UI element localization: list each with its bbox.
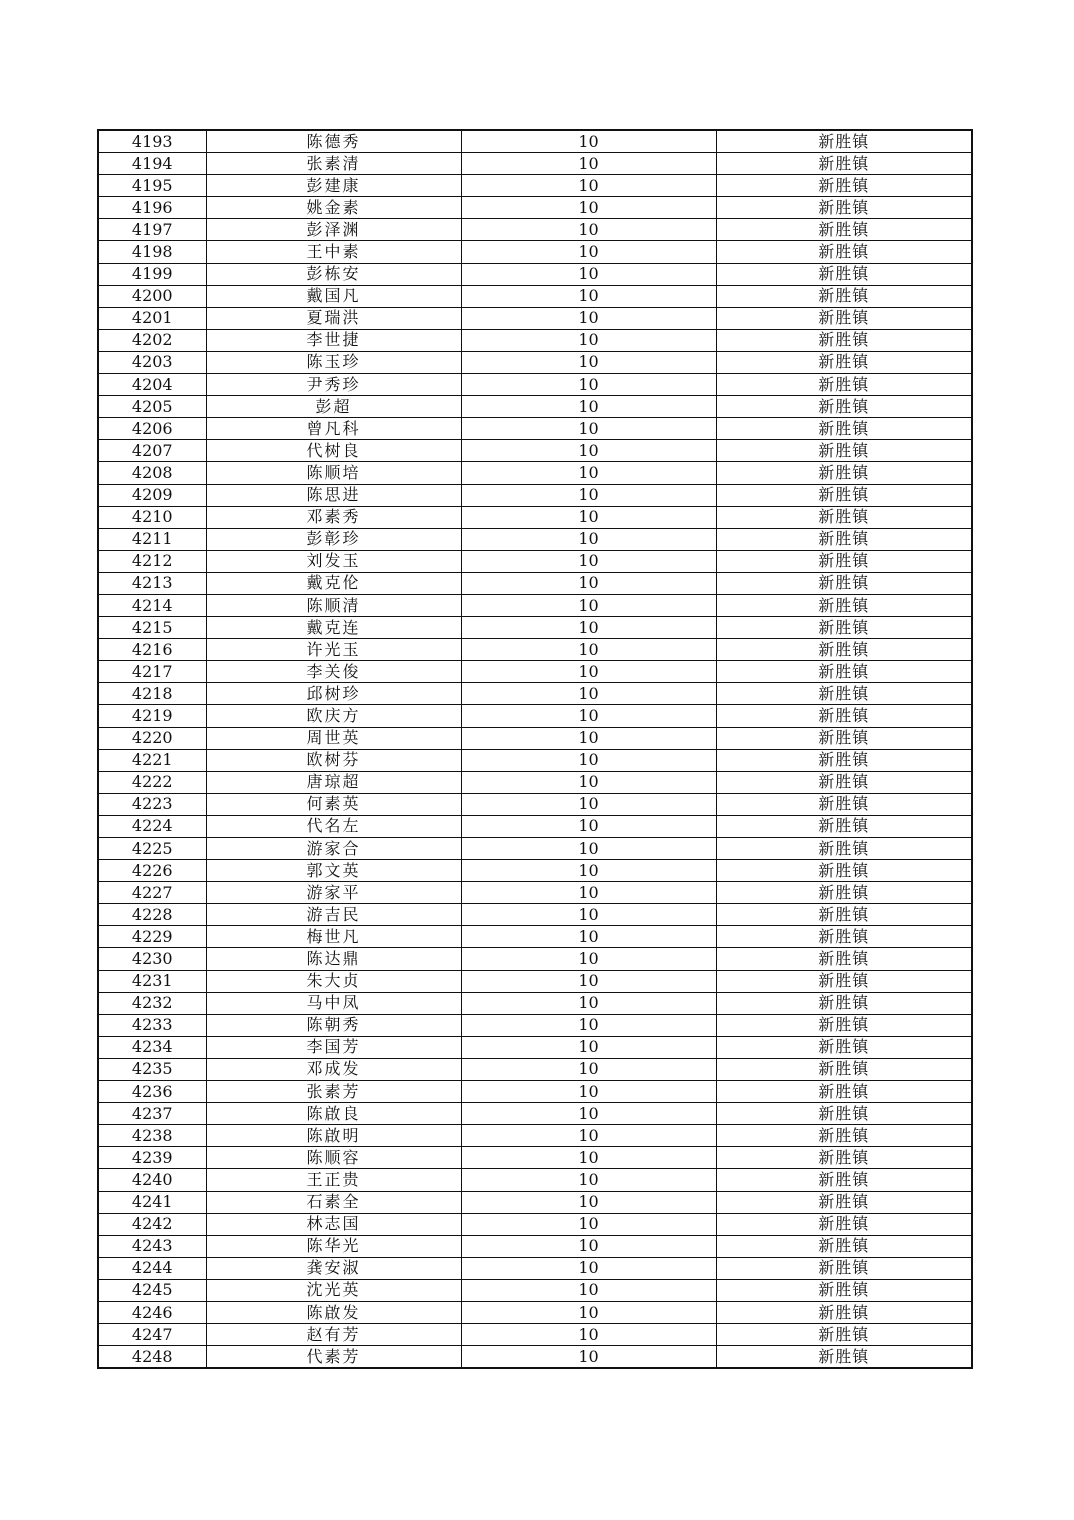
table-row: [98, 594, 972, 616]
table-row: [98, 1081, 972, 1103]
table-row: [98, 153, 972, 175]
name-cell: 彭泽渊: [206, 219, 461, 241]
amount-cell: 10: [461, 1257, 716, 1279]
name-cell: 戴克伦: [206, 572, 461, 594]
town-cell: 新胜镇: [716, 396, 972, 418]
town-cell: 新胜镇: [716, 683, 972, 705]
name-cell: 彭彰珍: [206, 528, 461, 550]
row-number-cell: 4200: [98, 285, 206, 307]
amount-cell: 10: [461, 175, 716, 197]
amount-cell: 10: [461, 1324, 716, 1346]
row-number-cell: 4244: [98, 1257, 206, 1279]
table-row: [98, 948, 972, 970]
amount-cell: 10: [461, 1235, 716, 1257]
amount-cell: 10: [461, 1147, 716, 1169]
table-row: [98, 1058, 972, 1080]
amount-cell: 10: [461, 815, 716, 837]
table-row: [98, 1324, 972, 1346]
table-row: [98, 617, 972, 639]
town-cell: 新胜镇: [716, 440, 972, 462]
name-cell: 游家合: [206, 838, 461, 860]
table-row: [98, 1301, 972, 1323]
amount-cell: 10: [461, 683, 716, 705]
town-cell: 新胜镇: [716, 462, 972, 484]
table-row: [98, 263, 972, 285]
name-cell: 陈顺清: [206, 594, 461, 616]
row-number-cell: 4224: [98, 815, 206, 837]
row-number-cell: 4247: [98, 1324, 206, 1346]
town-cell: 新胜镇: [716, 1191, 972, 1213]
name-cell: 陈达鼎: [206, 948, 461, 970]
table-row: [98, 1125, 972, 1147]
amount-cell: 10: [461, 506, 716, 528]
town-cell: 新胜镇: [716, 793, 972, 815]
table-row: [98, 926, 972, 948]
table-row: [98, 528, 972, 550]
row-number-cell: 4243: [98, 1235, 206, 1257]
town-cell: 新胜镇: [716, 1301, 972, 1323]
table-row: [98, 1346, 972, 1369]
name-cell: 代名左: [206, 815, 461, 837]
name-cell: 李世捷: [206, 329, 461, 351]
amount-cell: 10: [461, 1279, 716, 1301]
town-cell: 新胜镇: [716, 572, 972, 594]
table-row: [98, 749, 972, 771]
name-cell: 欧庆方: [206, 705, 461, 727]
town-cell: 新胜镇: [716, 1279, 972, 1301]
amount-cell: 10: [461, 329, 716, 351]
table-row: [98, 440, 972, 462]
name-cell: 许光玉: [206, 639, 461, 661]
name-cell: 游吉民: [206, 904, 461, 926]
row-number-cell: 4248: [98, 1346, 206, 1369]
row-number-cell: 4239: [98, 1147, 206, 1169]
table-row: [98, 992, 972, 1014]
row-number-cell: 4237: [98, 1103, 206, 1125]
row-number-cell: 4230: [98, 948, 206, 970]
amount-cell: 10: [461, 948, 716, 970]
name-cell: 欧树芬: [206, 749, 461, 771]
amount-cell: 10: [461, 351, 716, 373]
amount-cell: 10: [461, 926, 716, 948]
name-cell: 赵有芳: [206, 1324, 461, 1346]
town-cell: 新胜镇: [716, 948, 972, 970]
row-number-cell: 4233: [98, 1014, 206, 1036]
town-cell: 新胜镇: [716, 1169, 972, 1191]
amount-cell: 10: [461, 1301, 716, 1323]
name-cell: 陈啟发: [206, 1301, 461, 1323]
amount-cell: 10: [461, 1036, 716, 1058]
amount-cell: 10: [461, 727, 716, 749]
amount-cell: 10: [461, 153, 716, 175]
amount-cell: 10: [461, 1125, 716, 1147]
amount-cell: 10: [461, 793, 716, 815]
name-cell: 陈玉珍: [206, 351, 461, 373]
name-cell: 邓成发: [206, 1058, 461, 1080]
amount-cell: 10: [461, 197, 716, 219]
name-cell: 陈顺培: [206, 462, 461, 484]
roster-table-body: [98, 130, 972, 1368]
name-cell: 龚安淑: [206, 1257, 461, 1279]
name-cell: 戴国凡: [206, 285, 461, 307]
name-cell: 郭文英: [206, 860, 461, 882]
name-cell: 姚金素: [206, 197, 461, 219]
row-number-cell: 4236: [98, 1081, 206, 1103]
amount-cell: 10: [461, 992, 716, 1014]
table-row: [98, 661, 972, 683]
town-cell: 新胜镇: [716, 1147, 972, 1169]
amount-cell: 10: [461, 528, 716, 550]
row-number-cell: 4193: [98, 130, 206, 153]
town-cell: 新胜镇: [716, 351, 972, 373]
name-cell: 陈德秀: [206, 130, 461, 153]
name-cell: 李关俊: [206, 661, 461, 683]
amount-cell: 10: [461, 307, 716, 329]
row-number-cell: 4227: [98, 882, 206, 904]
town-cell: 新胜镇: [716, 329, 972, 351]
name-cell: 代树良: [206, 440, 461, 462]
table-row: [98, 904, 972, 926]
town-cell: 新胜镇: [716, 727, 972, 749]
name-cell: 张素芳: [206, 1081, 461, 1103]
town-cell: 新胜镇: [716, 970, 972, 992]
table-row: [98, 374, 972, 396]
name-cell: 张素清: [206, 153, 461, 175]
amount-cell: 10: [461, 617, 716, 639]
amount-cell: 10: [461, 771, 716, 793]
roster-table: [97, 129, 973, 1369]
name-cell: 石素全: [206, 1191, 461, 1213]
amount-cell: 10: [461, 374, 716, 396]
row-number-cell: 4238: [98, 1125, 206, 1147]
town-cell: 新胜镇: [716, 1324, 972, 1346]
town-cell: 新胜镇: [716, 771, 972, 793]
row-number-cell: 4241: [98, 1191, 206, 1213]
row-number-cell: 4212: [98, 550, 206, 572]
row-number-cell: 4196: [98, 197, 206, 219]
amount-cell: 10: [461, 838, 716, 860]
town-cell: 新胜镇: [716, 1125, 972, 1147]
name-cell: 彭建康: [206, 175, 461, 197]
name-cell: 李国芳: [206, 1036, 461, 1058]
table-row: [98, 771, 972, 793]
row-number-cell: 4220: [98, 727, 206, 749]
town-cell: 新胜镇: [716, 1235, 972, 1257]
row-number-cell: 4234: [98, 1036, 206, 1058]
amount-cell: 10: [461, 594, 716, 616]
town-cell: 新胜镇: [716, 153, 972, 175]
amount-cell: 10: [461, 1191, 716, 1213]
name-cell: 代素芳: [206, 1346, 461, 1369]
row-number-cell: 4242: [98, 1213, 206, 1235]
town-cell: 新胜镇: [716, 838, 972, 860]
town-cell: 新胜镇: [716, 197, 972, 219]
table-row: [98, 241, 972, 263]
table-row: [98, 418, 972, 440]
name-cell: 陈啟明: [206, 1125, 461, 1147]
name-cell: 陈思进: [206, 484, 461, 506]
name-cell: 陈朝秀: [206, 1014, 461, 1036]
row-number-cell: 4235: [98, 1058, 206, 1080]
table-row: [98, 285, 972, 307]
row-number-cell: 4201: [98, 307, 206, 329]
table-row: [98, 882, 972, 904]
amount-cell: 10: [461, 440, 716, 462]
table-row: [98, 1213, 972, 1235]
table-row: [98, 130, 972, 153]
table-row: [98, 1103, 972, 1125]
amount-cell: 10: [461, 1058, 716, 1080]
town-cell: 新胜镇: [716, 926, 972, 948]
table-row: [98, 815, 972, 837]
table-row: [98, 970, 972, 992]
town-cell: 新胜镇: [716, 1014, 972, 1036]
amount-cell: 10: [461, 1014, 716, 1036]
town-cell: 新胜镇: [716, 1103, 972, 1125]
name-cell: 梅世凡: [206, 926, 461, 948]
name-cell: 唐琼超: [206, 771, 461, 793]
name-cell: 陈顺容: [206, 1147, 461, 1169]
row-number-cell: 4246: [98, 1301, 206, 1323]
town-cell: 新胜镇: [716, 617, 972, 639]
row-number-cell: 4222: [98, 771, 206, 793]
amount-cell: 10: [461, 572, 716, 594]
amount-cell: 10: [461, 1081, 716, 1103]
row-number-cell: 4209: [98, 484, 206, 506]
town-cell: 新胜镇: [716, 550, 972, 572]
town-cell: 新胜镇: [716, 307, 972, 329]
row-number-cell: 4229: [98, 926, 206, 948]
row-number-cell: 4228: [98, 904, 206, 926]
row-number-cell: 4198: [98, 241, 206, 263]
table-row: [98, 639, 972, 661]
table-row: [98, 462, 972, 484]
table-row: [98, 838, 972, 860]
row-number-cell: 4195: [98, 175, 206, 197]
table-row: [98, 1235, 972, 1257]
row-number-cell: 4211: [98, 528, 206, 550]
town-cell: 新胜镇: [716, 1081, 972, 1103]
name-cell: 林志国: [206, 1213, 461, 1235]
amount-cell: 10: [461, 241, 716, 263]
table-row: [98, 1147, 972, 1169]
table-row: [98, 219, 972, 241]
row-number-cell: 4226: [98, 860, 206, 882]
name-cell: 马中凤: [206, 992, 461, 1014]
town-cell: 新胜镇: [716, 1257, 972, 1279]
name-cell: 彭栋安: [206, 263, 461, 285]
table-row: [98, 1036, 972, 1058]
row-number-cell: 4213: [98, 572, 206, 594]
amount-cell: 10: [461, 285, 716, 307]
table-row: [98, 351, 972, 373]
row-number-cell: 4218: [98, 683, 206, 705]
row-number-cell: 4199: [98, 263, 206, 285]
amount-cell: 10: [461, 860, 716, 882]
table-row: [98, 572, 972, 594]
name-cell: 游家平: [206, 882, 461, 904]
town-cell: 新胜镇: [716, 506, 972, 528]
name-cell: 刘发玉: [206, 550, 461, 572]
name-cell: 沈光英: [206, 1279, 461, 1301]
amount-cell: 10: [461, 1169, 716, 1191]
town-cell: 新胜镇: [716, 285, 972, 307]
town-cell: 新胜镇: [716, 815, 972, 837]
row-number-cell: 4207: [98, 440, 206, 462]
amount-cell: 10: [461, 1103, 716, 1125]
town-cell: 新胜镇: [716, 241, 972, 263]
row-number-cell: 4202: [98, 329, 206, 351]
amount-cell: 10: [461, 882, 716, 904]
amount-cell: 10: [461, 970, 716, 992]
table-row: [98, 1257, 972, 1279]
table-row: [98, 1169, 972, 1191]
town-cell: 新胜镇: [716, 418, 972, 440]
table-row: [98, 329, 972, 351]
amount-cell: 10: [461, 639, 716, 661]
name-cell: 尹秀珍: [206, 374, 461, 396]
amount-cell: 10: [461, 661, 716, 683]
amount-cell: 10: [461, 550, 716, 572]
town-cell: 新胜镇: [716, 175, 972, 197]
table-row: [98, 550, 972, 572]
town-cell: 新胜镇: [716, 639, 972, 661]
amount-cell: 10: [461, 418, 716, 440]
row-number-cell: 4203: [98, 351, 206, 373]
town-cell: 新胜镇: [716, 484, 972, 506]
row-number-cell: 4221: [98, 749, 206, 771]
name-cell: 戴克连: [206, 617, 461, 639]
row-number-cell: 4194: [98, 153, 206, 175]
town-cell: 新胜镇: [716, 705, 972, 727]
row-number-cell: 4214: [98, 594, 206, 616]
town-cell: 新胜镇: [716, 594, 972, 616]
amount-cell: 10: [461, 263, 716, 285]
town-cell: 新胜镇: [716, 661, 972, 683]
row-number-cell: 4219: [98, 705, 206, 727]
table-row: [98, 197, 972, 219]
name-cell: 朱大贞: [206, 970, 461, 992]
town-cell: 新胜镇: [716, 1213, 972, 1235]
row-number-cell: 4217: [98, 661, 206, 683]
row-number-cell: 4208: [98, 462, 206, 484]
table-row: [98, 484, 972, 506]
town-cell: 新胜镇: [716, 130, 972, 153]
row-number-cell: 4225: [98, 838, 206, 860]
amount-cell: 10: [461, 130, 716, 153]
row-number-cell: 4223: [98, 793, 206, 815]
name-cell: 夏瑞洪: [206, 307, 461, 329]
amount-cell: 10: [461, 705, 716, 727]
table-row: [98, 860, 972, 882]
town-cell: 新胜镇: [716, 374, 972, 396]
name-cell: 曾凡科: [206, 418, 461, 440]
amount-cell: 10: [461, 749, 716, 771]
town-cell: 新胜镇: [716, 219, 972, 241]
table-row: [98, 683, 972, 705]
town-cell: 新胜镇: [716, 882, 972, 904]
name-cell: 邓素秀: [206, 506, 461, 528]
row-number-cell: 4215: [98, 617, 206, 639]
table-row: [98, 396, 972, 418]
town-cell: 新胜镇: [716, 904, 972, 926]
name-cell: 王中素: [206, 241, 461, 263]
name-cell: 王正贵: [206, 1169, 461, 1191]
table-row: [98, 1014, 972, 1036]
row-number-cell: 4240: [98, 1169, 206, 1191]
table-row: [98, 1279, 972, 1301]
town-cell: 新胜镇: [716, 749, 972, 771]
town-cell: 新胜镇: [716, 1346, 972, 1369]
name-cell: 彭超: [206, 396, 461, 418]
town-cell: 新胜镇: [716, 1036, 972, 1058]
town-cell: 新胜镇: [716, 860, 972, 882]
amount-cell: 10: [461, 1213, 716, 1235]
row-number-cell: 4206: [98, 418, 206, 440]
town-cell: 新胜镇: [716, 1058, 972, 1080]
name-cell: 何素英: [206, 793, 461, 815]
name-cell: 陈华光: [206, 1235, 461, 1257]
amount-cell: 10: [461, 396, 716, 418]
amount-cell: 10: [461, 484, 716, 506]
row-number-cell: 4231: [98, 970, 206, 992]
amount-cell: 10: [461, 1346, 716, 1369]
row-number-cell: 4205: [98, 396, 206, 418]
table-row: [98, 307, 972, 329]
table-row: [98, 793, 972, 815]
table-row: [98, 1191, 972, 1213]
name-cell: 陈啟良: [206, 1103, 461, 1125]
row-number-cell: 4197: [98, 219, 206, 241]
name-cell: 邱树珍: [206, 683, 461, 705]
table-row: [98, 175, 972, 197]
town-cell: 新胜镇: [716, 263, 972, 285]
row-number-cell: 4245: [98, 1279, 206, 1301]
amount-cell: 10: [461, 219, 716, 241]
amount-cell: 10: [461, 462, 716, 484]
row-number-cell: 4216: [98, 639, 206, 661]
row-number-cell: 4204: [98, 374, 206, 396]
table-row: [98, 727, 972, 749]
row-number-cell: 4210: [98, 506, 206, 528]
table-row: [98, 705, 972, 727]
amount-cell: 10: [461, 904, 716, 926]
table-row: [98, 506, 972, 528]
town-cell: 新胜镇: [716, 528, 972, 550]
town-cell: 新胜镇: [716, 992, 972, 1014]
name-cell: 周世英: [206, 727, 461, 749]
row-number-cell: 4232: [98, 992, 206, 1014]
